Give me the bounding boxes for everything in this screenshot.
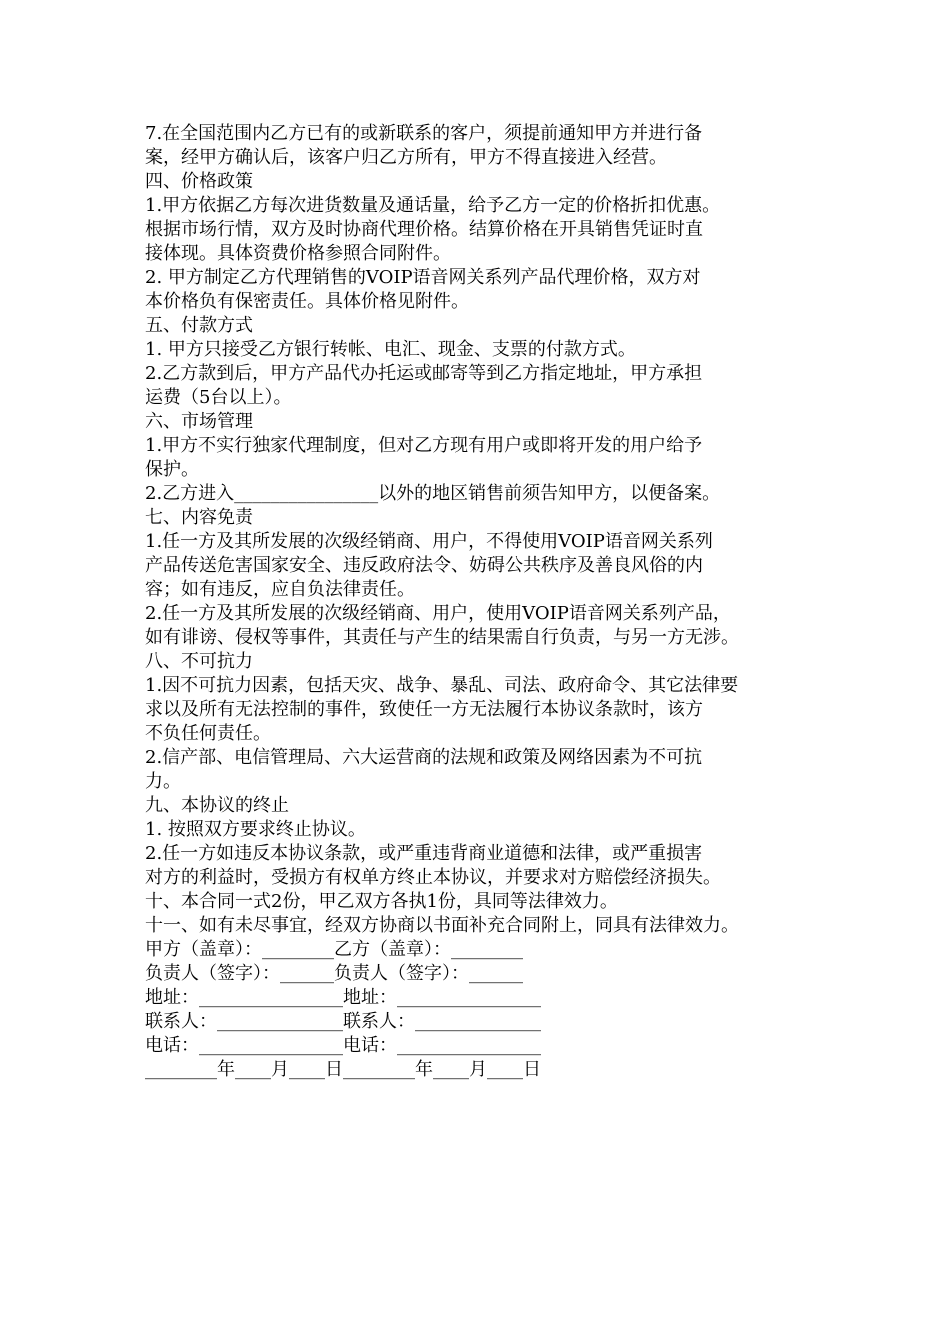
text-line: 接体现。具体资费价格参照合同附件。: [145, 243, 451, 264]
signature-line: 负责人（签字）：______负责人（签字）：______: [145, 963, 523, 984]
section-heading: 六、市场管理: [145, 411, 253, 432]
section-heading: 十一、如有未尽事宜，经双方协商以书面补充合同附上，同具有法律效力。: [145, 915, 739, 936]
text-line: 案，经甲方确认后，该客户归乙方所有，甲方不得直接进入经营。: [145, 147, 667, 168]
section-heading: 七、内容免责: [145, 507, 253, 528]
text-line: 容；如有违反，应自负法律责任。: [145, 579, 415, 600]
section-heading: 十、本合同一式2份，甲乙双方各执1份，具同等法律效力。: [145, 891, 618, 912]
text-line: 1.任一方及其所发展的次级经销商、用户，不得使用VOIP语音网关系列: [145, 531, 713, 552]
text-line: 1.甲方不实行独家代理制度，但对乙方现有用户或即将开发的用户给予: [145, 435, 703, 456]
text-line: 2.任一方如违反本协议条款，或严重违背商业道德和法律，或严重损害: [145, 843, 703, 864]
text-line: 本价格负有保密责任。具体价格见附件。: [145, 291, 469, 312]
text-line: 2.信产部、电信管理局、六大运营商的法规和政策及网络因素为不可抗: [145, 747, 703, 768]
text-line: 1.因不可抗力因素，包括天灾、战争、暴乱、司法、政府命令、其它法律要: [145, 675, 739, 696]
signature-line: 电话：________________电话：________________: [145, 1035, 541, 1056]
date-line: ________年____月____日________年____月____日: [145, 1059, 541, 1080]
text-line: 对方的利益时，受损方有权单方终止本协议，并要求对方赔偿经济损失。: [145, 867, 721, 888]
text-line: 不负任何责任。: [145, 723, 271, 744]
signature-line: 联系人：______________联系人：______________: [145, 1011, 541, 1032]
text-line: 1. 按照双方要求终止协议。: [145, 819, 366, 840]
text-line: 1. 甲方只接受乙方银行转帐、电汇、现金、支票的付款方式。: [145, 339, 636, 360]
section-heading: 五、付款方式: [145, 315, 253, 336]
text-line: 如有诽谤、侵权等事件，其责任与产生的结果需自行负责，与另一方无涉。: [145, 627, 739, 648]
text-line: 7.在全国范围内乙方已有的或新联系的客户，须提前通知甲方并进行备: [145, 123, 703, 144]
text-line: 求以及所有无法控制的事件，致使任一方无法履行本协议条款时，该方: [145, 699, 703, 720]
contract-page: [145, 122, 835, 1082]
text-line: 2.任一方及其所发展的次级经销商、用户，使用VOIP语音网关系列产品，: [145, 603, 731, 624]
text-line: 产品传送危害国家安全、违反政府法令、妨碍公共秩序及善良风俗的内: [145, 555, 703, 576]
section-heading: 九、本协议的终止: [145, 795, 289, 816]
text-line: 保护。: [145, 459, 199, 480]
text-line: 2.乙方进入________________以外的地区销售前须告知甲方，以便备案。: [145, 483, 721, 504]
signature-line: 地址：________________地址：________________: [145, 987, 541, 1008]
text-line: 1.甲方依据乙方每次进货数量及通话量，给予乙方一定的价格折扣优惠。: [145, 195, 721, 216]
text-line: 2.乙方款到后，甲方产品代办托运或邮寄等到乙方指定地址，甲方承担: [145, 363, 703, 384]
text-line: 2. 甲方制定乙方代理销售的VOIP语音网关系列产品代理价格，双方对: [145, 267, 701, 288]
text-line: 力。: [145, 771, 181, 792]
text-line: 根据市场行情，双方及时协商代理价格。结算价格在开具销售凭证时直: [145, 219, 703, 240]
section-heading: 四、价格政策: [145, 171, 253, 192]
text-line: 运费（5台以上）。: [145, 387, 292, 408]
section-heading: 八、不可抗力: [145, 651, 253, 672]
signature-line: 甲方（盖章）：________乙方（盖章）：________: [145, 939, 523, 960]
